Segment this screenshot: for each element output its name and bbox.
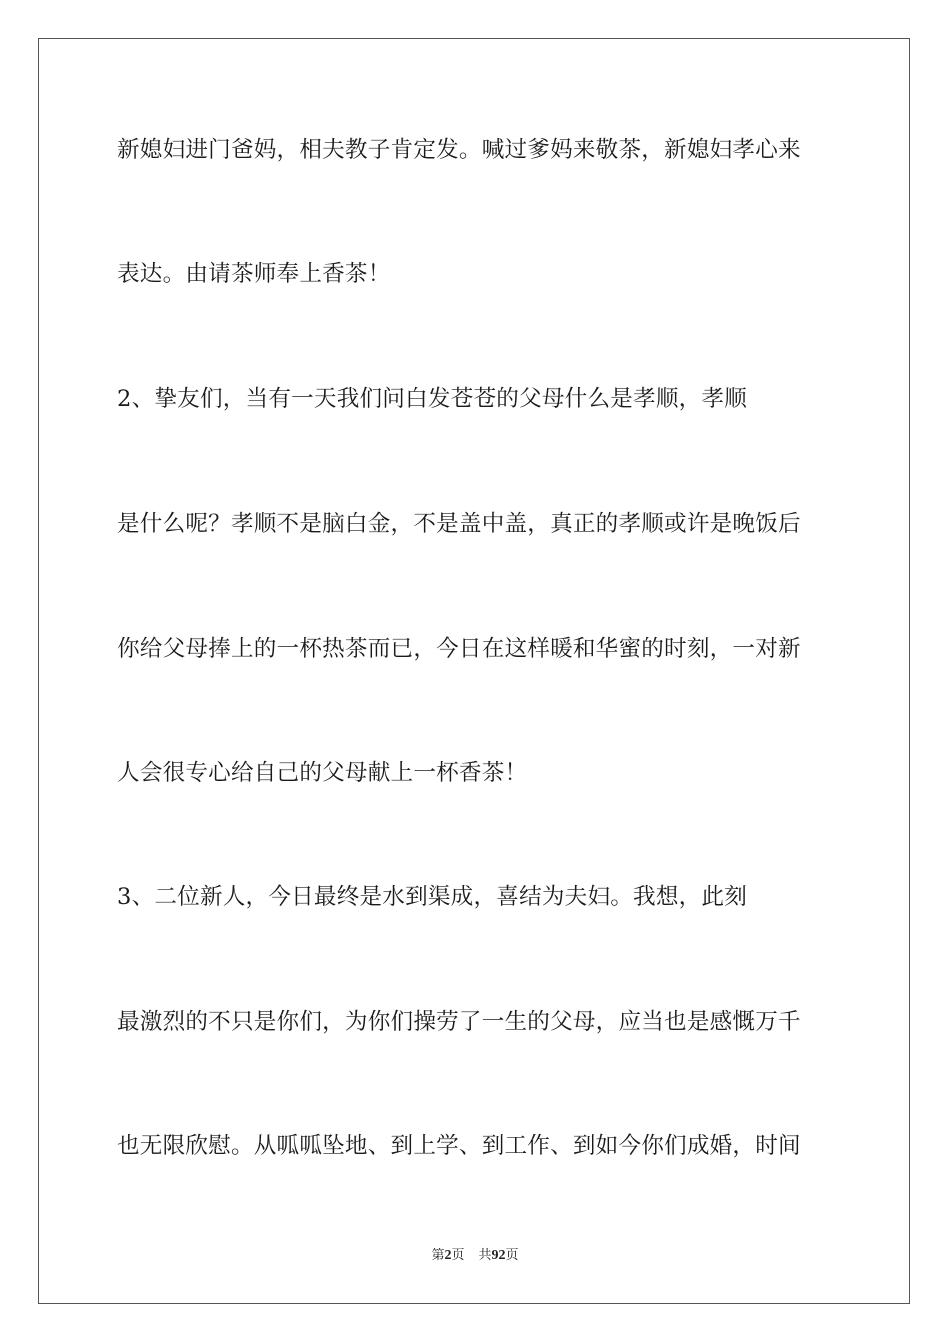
text-line: 你给父母捧上的一杯热茶而已，今日在这样暖和华蜜的时刻，一对新: [117, 636, 801, 662]
total-pages-number: 92: [491, 1248, 506, 1263]
current-page-number: 2: [444, 1248, 452, 1263]
page-label-prefix: 第: [431, 1248, 445, 1263]
text-line: 是什么呢？孝顺不是脑白金，不是盖中盖，真正的孝顺或许是晚饭后: [117, 511, 801, 537]
text-line: 表达。由请茶师奉上香茶！: [117, 261, 391, 287]
text-line: 3、二位新人，今日最终是水到渠成，喜结为夫妇。我想，此刻: [117, 884, 748, 910]
text-line: 人会很专心给自己的父母献上一杯香茶！: [117, 760, 528, 786]
total-label-suffix: 页: [505, 1248, 519, 1263]
text-line: 最激烈的不只是你们，为你们操劳了一生的父母，应当也是感慨万千: [117, 1009, 801, 1035]
total-label-prefix: 共: [478, 1248, 492, 1263]
page-frame: [38, 38, 910, 1304]
text-line: 新媳妇进门爸妈，相夫教子肯定发。喊过爹妈来敬茶，新媳妇孝心来: [117, 137, 801, 163]
page-label-suffix: 页: [451, 1248, 465, 1263]
text-line: 2、挚友们，当有一天我们问白发苍苍的父母什么是孝顺，孝顺: [117, 386, 748, 412]
page-footer: [0, 1247, 950, 1265]
text-line: 也无限欣慰。从呱呱坠地、到上学、到工作、到如今你们成婚，时间: [117, 1133, 801, 1159]
